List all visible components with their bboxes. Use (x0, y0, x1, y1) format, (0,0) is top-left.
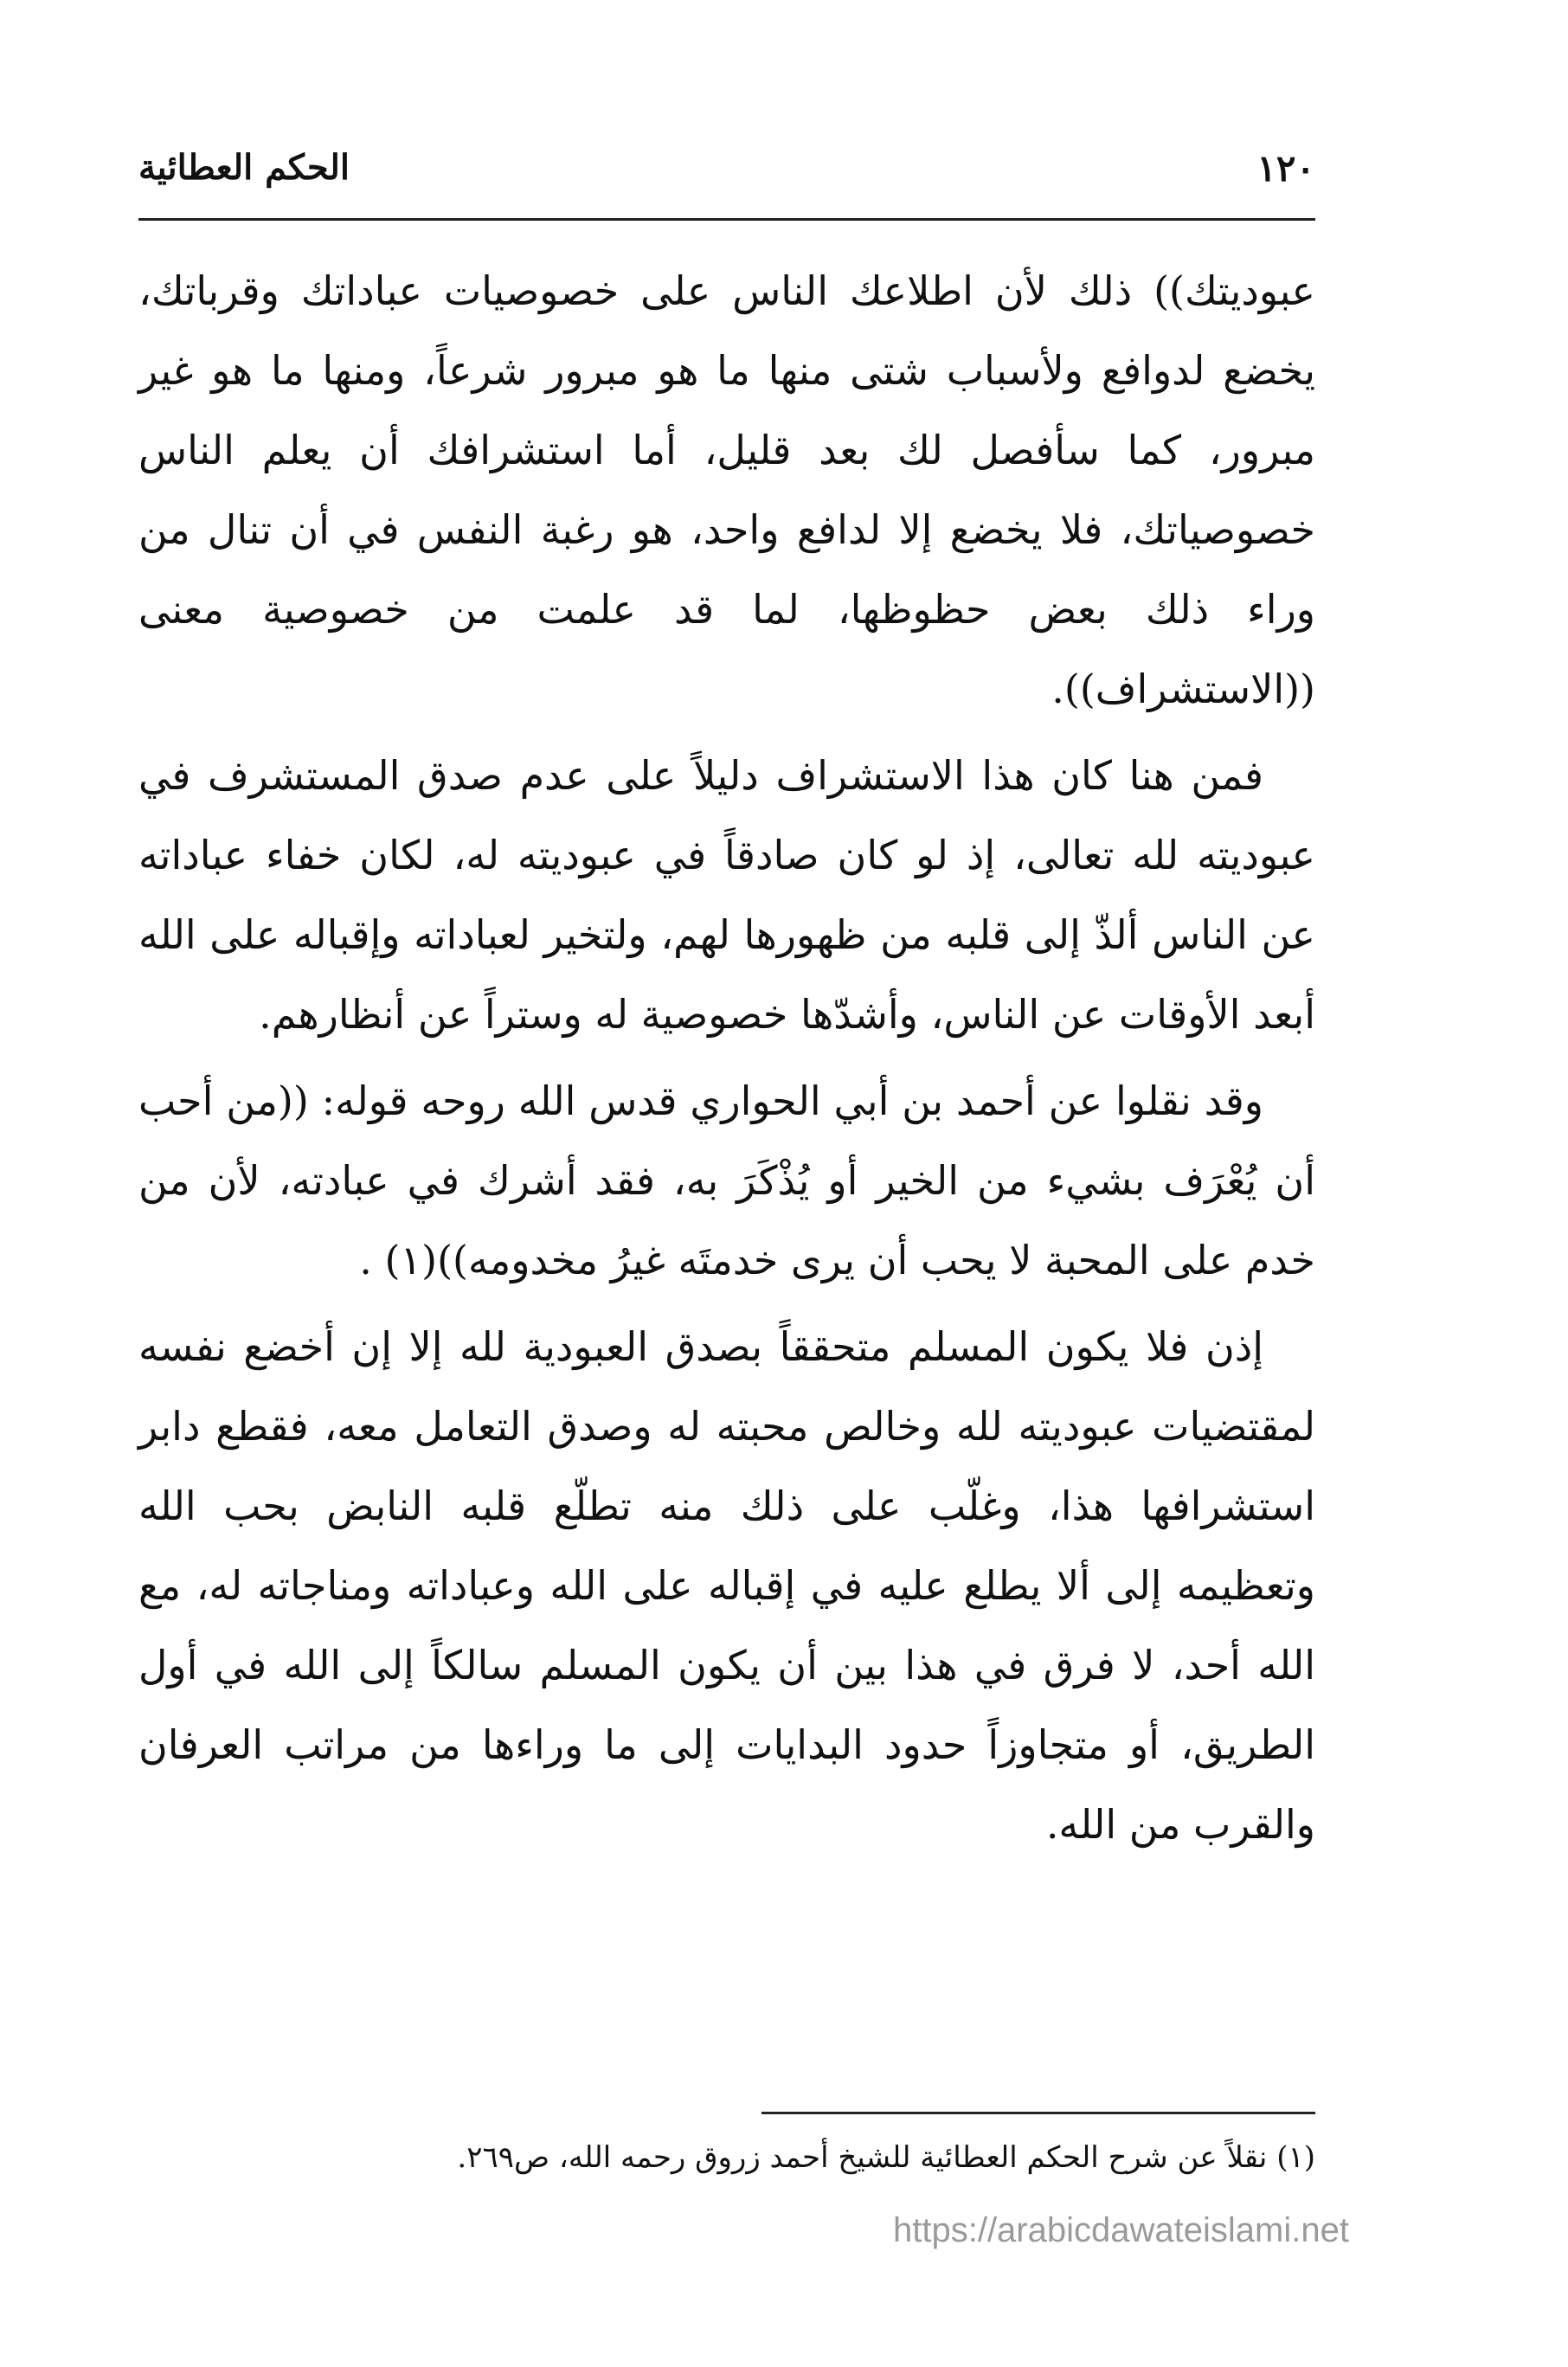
paragraph-2: فمن هنا كان هذا الاستشراف دليلاً على عدم صدق المستشرف في عبوديته لله تعالى، إذ لو كان صادقاً في عبوديته له، لكان خفاء عباداته عن الناس ألذّ إلى قلبه من ظهورها لهم، ولتخير لعباداته وإقباله على الله أبعد الأوقات عن الناس، وأشدّها خصوصية له وستراً عن أنظارهم. (138, 752, 1315, 1038)
main-text (138, 251, 1315, 1864)
watermark-url[interactable]: https://arabicdawateislami.net (893, 2211, 1349, 2249)
page-header (138, 147, 1315, 208)
paragraph-4: إذن فلا يكون المسلم متحققاً بصدق العبودية لله إلا إن أخضع نفسه لمقتضيات عبوديته لله وخالص محبته له وصدق التعامل معه، فقطع دابر استشرافها هذا، وغلّب على ذلك منه تطلّع قلبه النابض بحب الله وتعظيمه إلى ألا يطلع عليه في إقباله على الله وعباداته ومناجاته له، مع الله أحد، لا فرق في هذا بين أن يكون المسلم سالكاً إلى الله في أول الطريق، أو متجاوزاً حدود البدايات إلى ما وراءها من مراتب العرفان والقرب من الله. (138, 1323, 1315, 1848)
footnote-rule (762, 2112, 1315, 2114)
footnote: (١) نقلاً عن شرح الحكم العطائية للشيخ أحمد زروق رحمه الله، ص٢٦٩. (457, 2140, 1315, 2175)
page-number: ١٢٠ (1256, 147, 1315, 190)
running-title: الحكم العطائية (138, 147, 350, 188)
paragraph-1: عبوديتك)) ذلك لأن اطلاعك الناس على خصوصيات عباداتك وقرباتك، يخضع لدوافع ولأسباب شتى منها ما هو مبرور شرعاً، ومنها ما هو غير مبرور، كما سأفصل لك بعد قليل، أما استشرافك أن يعلم الناس خصوصياتك، فلا يخضع إلا لدافع واحد، هو رغبة النفس في أن تنال من وراء ذلك بعض حظوظها، لما قد علمت من خصوصية معنى ((الاستشراف)). (138, 267, 1315, 712)
header-rule (138, 218, 1315, 221)
paragraph-3: وقد نقلوا عن أحمد بن أبي الحواري قدس الله روحه قوله: ((من أحب أن يُعْرَف بشيء من الخير أو يُذْكَرَ به، فقد أشرك في عبادته، لأن من خدم على المحبة لا يحب أن يرى خدمتَه غيرُ مخدومه))(١) . (138, 1077, 1315, 1283)
